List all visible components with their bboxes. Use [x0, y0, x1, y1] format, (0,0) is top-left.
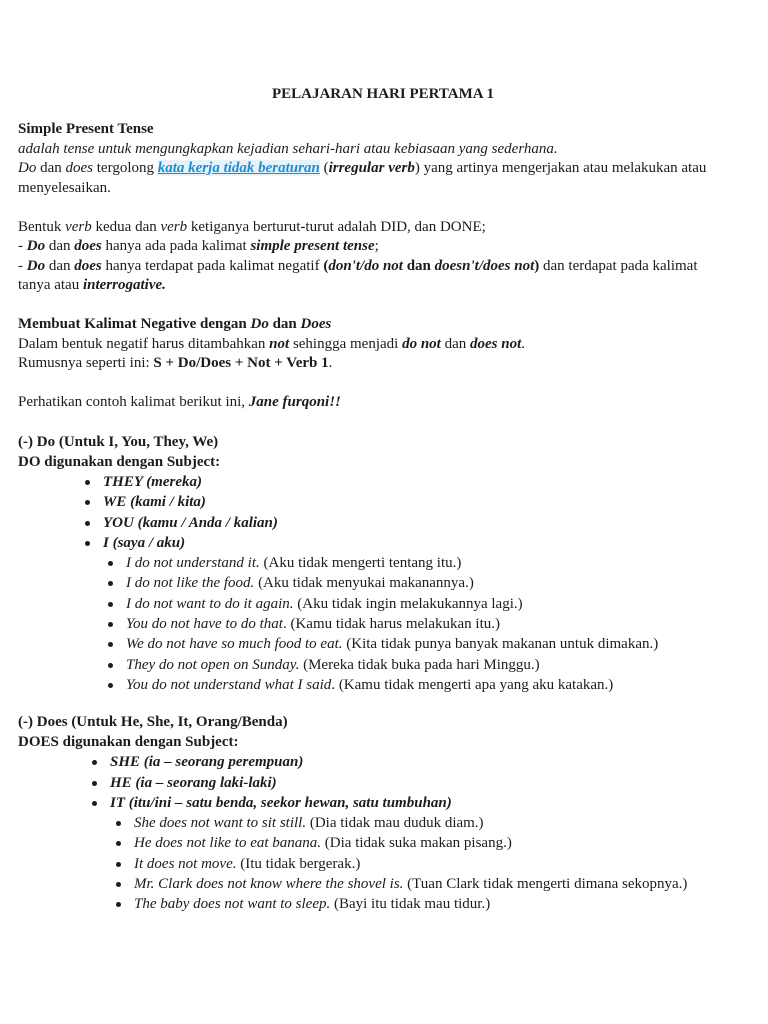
text-fragment: ketiganya berturut-turut adalah DID, dan DONE;	[187, 218, 486, 235]
list-item	[126, 614, 748, 634]
verb-term: verb	[160, 218, 188, 235]
list-item	[103, 513, 748, 533]
text-fragment: .	[328, 355, 333, 371]
example-english: It does not move.	[134, 855, 237, 872]
example-english: Mr. Clark does not know where the shovel is.	[134, 876, 404, 893]
section-heading-simple-present: Simple Present Tense	[18, 121, 154, 137]
example-translation: (Kita tidak punya banyak makanan untuk dimakan.)	[342, 636, 659, 653]
negative-line-1	[18, 335, 748, 355]
intro-paragraph-line2: menyelesaikan.	[18, 179, 111, 196]
text-fragment: dan	[36, 160, 66, 176]
list-item	[126, 573, 748, 593]
do-subject-list	[18, 472, 748, 553]
irregular-verb-term: irregular verb	[328, 160, 415, 176]
list-item	[126, 634, 748, 654]
example-translation: (Tuan Clark tidak mengerti dimana sekopnya.)	[403, 876, 688, 893]
bentuk-bullet-1	[18, 237, 748, 257]
do-term: Do	[26, 238, 46, 254]
do-term: Do	[26, 257, 46, 274]
list-item	[126, 594, 748, 614]
list-item	[134, 894, 748, 914]
does-not-term: does not	[470, 335, 522, 352]
text-fragment: Dalam bentuk negatif harus ditambahkan	[18, 335, 270, 352]
dont-term: don't/do not	[328, 257, 403, 274]
text-fragment: tergolong	[93, 160, 158, 176]
not-term: not	[269, 335, 290, 352]
verb-term: verb	[65, 218, 92, 235]
subject-text: IT (itu/ini – satu benda, seekor hewan, satu tumbuhan)	[110, 794, 452, 811]
text-fragment: sehingga menjadi	[289, 335, 403, 352]
example-translation: (Itu tidak bergerak.)	[236, 855, 361, 872]
simple-present-term: simple present tense	[250, 238, 375, 254]
list-item	[134, 874, 748, 894]
example-translation: (Aku tidak menyukai makanannya.)	[254, 575, 474, 592]
bentuk-line	[18, 218, 748, 238]
section-heading-does: (-) Does (Untuk He, She, It, Orang/Benda)	[18, 714, 288, 731]
text-fragment: .	[521, 335, 526, 352]
does-term: does	[74, 238, 102, 254]
text-fragment: dan	[268, 316, 301, 332]
formula: S + Do/Does + Not + Verb 1	[153, 355, 329, 371]
example-translation: (Dia tidak suka makan pisang.)	[321, 835, 512, 852]
list-item	[134, 854, 748, 874]
do-word: Do	[18, 160, 37, 176]
subject-text: THEY (mereka)	[103, 474, 203, 490]
section-heading-do: (-) Do (Untuk I, You, They, We)	[18, 434, 219, 450]
example-english: I do not like the food.	[126, 575, 255, 592]
example-translation: (Aku tidak mengerti tentang itu.)	[259, 555, 462, 572]
text-fragment: Perhatikan contoh kalimat berikut ini,	[18, 394, 249, 410]
text-fragment: ;	[374, 238, 379, 254]
example-translation: (Bayi itu tidak mau tidur.)	[330, 896, 491, 913]
example-english: I do not want to do it again.	[126, 595, 294, 612]
irregular-verb-link[interactable]: kata kerja tidak beraturan	[157, 160, 320, 176]
example-english: She does not want to sit still.	[134, 815, 307, 832]
text-fragment: (	[319, 160, 329, 176]
definition-text: adalah tense untuk mengungkapkan kejadian sehari-hari atau kebiasaan yang sederhana.	[18, 140, 558, 157]
do-subject-heading: DO digunakan dengan Subject:	[18, 454, 221, 470]
does-example-list	[18, 813, 748, 914]
text-fragment: Rumusnya seperti ini:	[18, 355, 154, 371]
text-fragment: dan	[440, 335, 471, 352]
list-item	[126, 655, 748, 675]
example-english: You do not understand what I said	[126, 676, 332, 693]
intro-paragraph-line1	[18, 159, 748, 179]
text-fragment: hanya ada pada kalimat	[101, 238, 251, 254]
list-item	[103, 472, 748, 492]
section-heading-negative	[18, 315, 748, 335]
text-fragment: hanya terdapat pada kalimat negatif	[101, 257, 324, 274]
list-item	[134, 833, 748, 853]
text-fragment: tanya atau	[18, 277, 83, 293]
subject-text: YOU (kamu / Anda / kalian)	[103, 514, 278, 531]
example-english: The baby does not want to sleep.	[134, 896, 331, 913]
subject-text: WE (kami / kita)	[103, 494, 206, 511]
do-term: Do	[250, 316, 269, 332]
bentuk-bullet-2-cont	[18, 276, 748, 296]
text-fragment: ) yang artinya mengerjakan atau melakukan atau	[414, 160, 707, 176]
do-example-list	[18, 553, 748, 695]
formula-line	[18, 354, 748, 374]
text-fragment: kedua dan	[91, 218, 161, 235]
list-item	[126, 553, 748, 573]
example-translation: . (Kamu tidak harus melakukan itu.)	[282, 616, 500, 633]
interrogative-term: interrogative.	[82, 277, 166, 293]
name-term: Jane furqoni!!	[248, 394, 341, 410]
bentuk-bullet-2	[18, 257, 748, 277]
dash: -	[18, 238, 27, 254]
list-item	[103, 492, 748, 512]
example-translation: (Mereka tidak buka pada hari Minggu.)	[299, 656, 540, 673]
example-translation: (Aku tidak ingin melakukannya lagi.)	[293, 595, 523, 612]
does-subject-heading: DOES digunakan dengan Subject:	[18, 734, 239, 751]
does-word: does	[65, 160, 94, 176]
text-fragment: dan	[402, 257, 435, 274]
text-fragment: Membuat Kalimat Negative dengan	[18, 316, 251, 332]
list-item	[110, 752, 748, 772]
example-translation: . (Kamu tidak mengerti apa yang aku katakan.)	[331, 676, 614, 693]
example-english: You do not have to do that	[126, 616, 283, 633]
subject-text: I (saya / aku)	[103, 534, 186, 551]
dash: -	[18, 257, 27, 274]
does-term: Does	[300, 316, 332, 332]
example-english: They do not open on Sunday.	[126, 656, 300, 673]
list-item	[110, 793, 748, 813]
subject-text: HE (ia – seorang laki-laki)	[110, 774, 277, 791]
example-english: He does not like to eat banana.	[134, 835, 322, 852]
text-fragment: dan	[45, 257, 75, 274]
list-item	[110, 773, 748, 793]
do-not-term: do not	[402, 335, 441, 352]
list-item	[103, 533, 748, 553]
text-fragment: dan	[45, 238, 75, 254]
text-fragment: Bentuk	[18, 218, 66, 235]
paren: (	[323, 257, 329, 274]
example-english: I do not understand it.	[126, 555, 260, 572]
doesnt-term: doesn't/does not	[434, 257, 535, 274]
subject-text: SHE (ia – seorang perempuan)	[110, 754, 304, 771]
document-page	[18, 86, 748, 915]
example-english: We do not have so much food to eat.	[126, 636, 343, 653]
does-term: does	[74, 257, 102, 274]
example-translation: (Dia tidak mau duduk diam.)	[306, 815, 484, 832]
list-item	[134, 813, 748, 833]
page-title: PELAJARAN HARI PERTAMA 1	[271, 86, 495, 102]
does-subject-list	[18, 752, 748, 813]
list-item	[126, 675, 748, 695]
example-intro-line	[18, 393, 748, 413]
paren: )	[534, 257, 540, 274]
text-fragment: dan terdapat pada kalimat	[539, 257, 698, 274]
